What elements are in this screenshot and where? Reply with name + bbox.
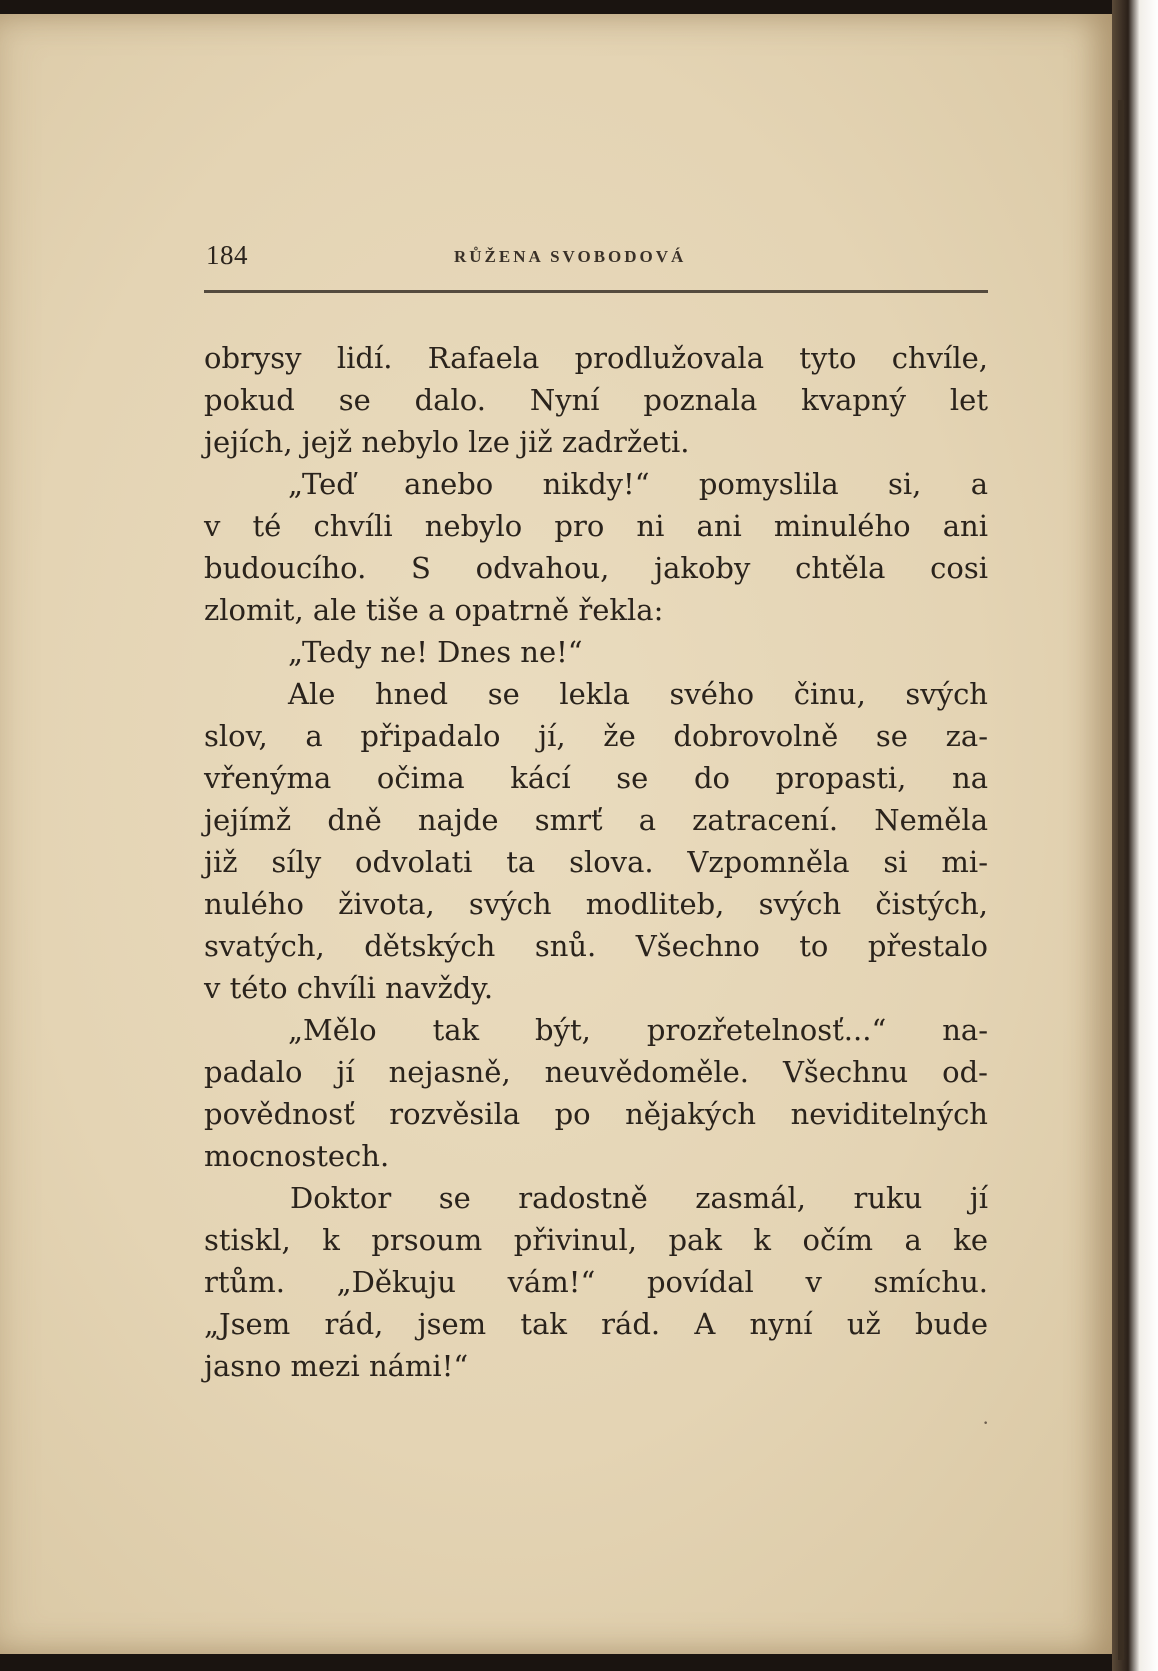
text-line: svatých, dětských snů. Všechno to přestalo <box>204 929 988 963</box>
text-line: jasno mezi námi!“ <box>204 1349 469 1383</box>
page-header <box>206 240 988 276</box>
text-line: povědnosť rozvěsila po nějakých neviditelných <box>204 1097 988 1131</box>
text-line: v té chvíli nebylo pro ni ani minulého ani <box>204 509 988 543</box>
header-rule <box>204 290 988 293</box>
text-line: „Mělo tak být, prozřetelnosť...“ na- <box>288 1013 988 1047</box>
page-number: 184 <box>206 240 248 270</box>
text-line: „Tedy ne! Dnes ne!“ <box>288 635 583 669</box>
text-line: vřenýma očima kácí se do propasti, na <box>204 761 988 795</box>
page-edge <box>1112 0 1158 1671</box>
body-text <box>204 336 988 1436</box>
text-line: jejích, jejž nebylo lze již zadržeti. <box>204 425 690 459</box>
text-line: „Jsem rád, jsem tak rád. A nyní už bude <box>204 1307 988 1341</box>
text-line: mocnostech. <box>204 1139 390 1173</box>
text-line: Doktor se radostně zasmál, ruku jí <box>290 1181 988 1215</box>
text-line: v této chvíli navždy. <box>204 971 494 1005</box>
text-line: budoucího. S odvahou, jakoby chtěla cosi <box>204 551 988 585</box>
text-line: padalo jí nejasně, neuvědoměle. Všechnu od- <box>204 1055 988 1089</box>
binding-line <box>1118 100 1124 1660</box>
running-head: RŮŽENA SVOBODOVÁ <box>454 247 687 266</box>
text-line: nulého života, svých modliteb, svých čistých, <box>204 887 988 921</box>
text-line: Ale hned se lekla svého činu, svých <box>288 677 988 711</box>
text-line: rtům. „Děkuju vám!“ povídal v smíchu. <box>204 1265 988 1299</box>
text-line: obrysy lidí. Rafaela prodlužovala tyto chvíle, <box>204 341 988 375</box>
text-line: jejímž dně najde smrť a zatracení. Neměla <box>204 803 988 837</box>
book-page <box>0 14 1112 1654</box>
text-line: pokud se dalo. Nyní poznala kvapný let <box>204 383 988 417</box>
ink-smudge: · <box>982 1410 990 1435</box>
text-line: již síly odvolati ta slova. Vzpomněla si mi- <box>204 845 988 879</box>
text-line: „Teď anebo nikdy!“ pomyslila si, a <box>288 467 988 501</box>
text-line: slov, a připadalo jí, že dobrovolně se za- <box>204 719 988 753</box>
text-line: stiskl, k prsoum přivinul, pak k očím a ke <box>204 1223 988 1257</box>
text-line: zlomit, ale tiše a opatrně řekla: <box>204 593 664 627</box>
